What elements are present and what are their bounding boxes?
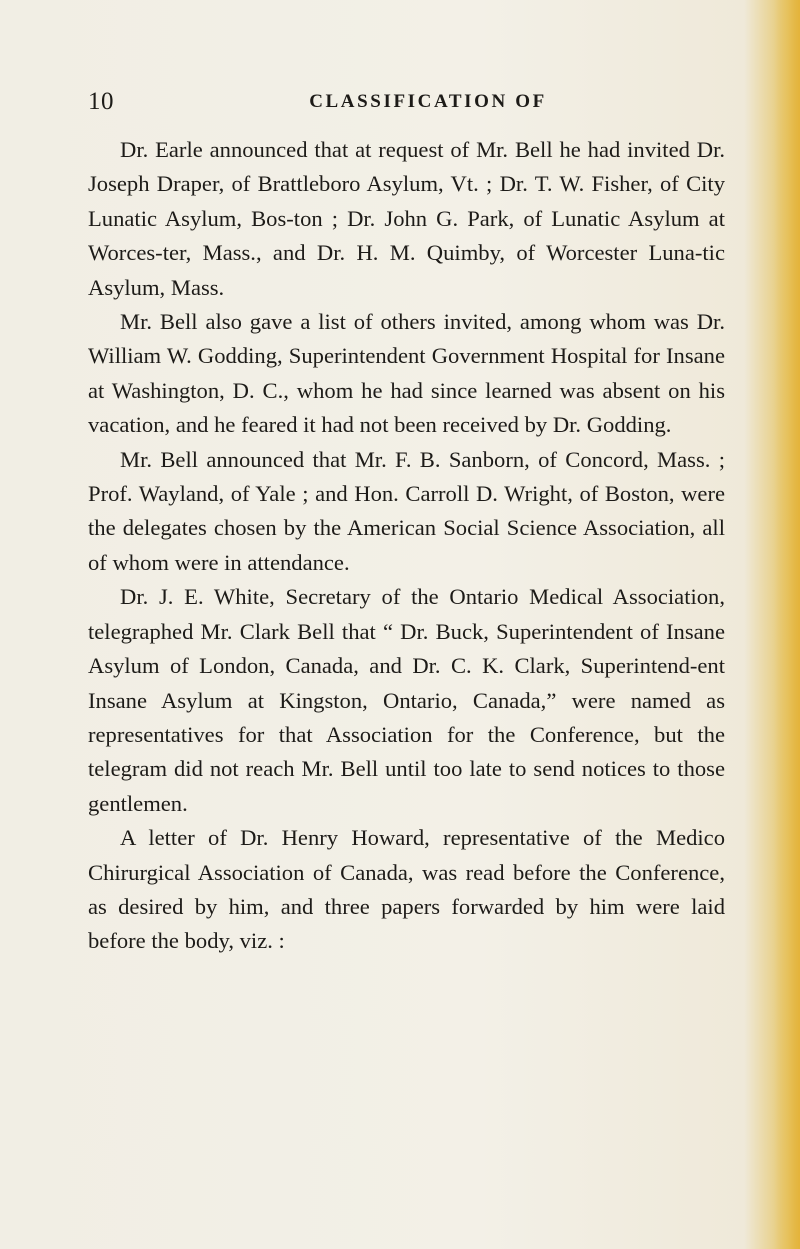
paragraph: Dr. J. E. White, Secretary of the Ontario Medical Association, telegraphed Mr. Clark Bell that “ Dr. Buck, Superintendent of Insane Asylum of London, Canada, and Dr. C. K. Clark, Superintend-ent Insane Asylum at Kingston, Ontario, Canada,” were named as representatives for that Association for the Conference, but the telegram did not reach Mr. Bell until too late to send notices to those gentlemen.	[88, 584, 725, 816]
paragraph: Dr. Earle announced that at request of Mr. Bell he had invited Dr. Joseph Draper, of Brattleboro Asylum, Vt. ; Dr. T. W. Fisher, of City Lunatic Asylum, Bos-ton ; Dr. John G. Park, of Lunatic Asylum at Worces-ter, Mass., and Dr. H. M. Quimby, of Worcester Luna-tic Asylum, Mass.	[88, 137, 725, 300]
paragraph: Mr. Bell also gave a list of others invited, among whom was Dr. William W. Godding, Superintendent Government Hospital for Insane at Washington, D. C., whom he had since learned was absent on his vacation, and he feared it had not been received by Dr. Godding.	[88, 309, 725, 438]
page-number: 10	[88, 88, 114, 115]
body-text	[88, 133, 725, 959]
paragraph: A letter of Dr. Henry Howard, representative of the Medico Chirurgical Association of Canada, was read before the Conference, as desired by him, and three papers forwarded by him were laid before the body, viz. :	[88, 825, 725, 954]
running-head: CLASSIFICATION OF	[309, 91, 547, 112]
page-header	[88, 88, 726, 120]
paragraph: Mr. Bell announced that Mr. F. B. Sanborn, of Concord, Mass. ; Prof. Wayland, of Yale ; and Hon. Carroll D. Wright, of Boston, were the delegates chosen by the American Social Science Association, all of whom were in attendance.	[88, 446, 725, 575]
page-gilt-edge	[774, 0, 800, 1249]
